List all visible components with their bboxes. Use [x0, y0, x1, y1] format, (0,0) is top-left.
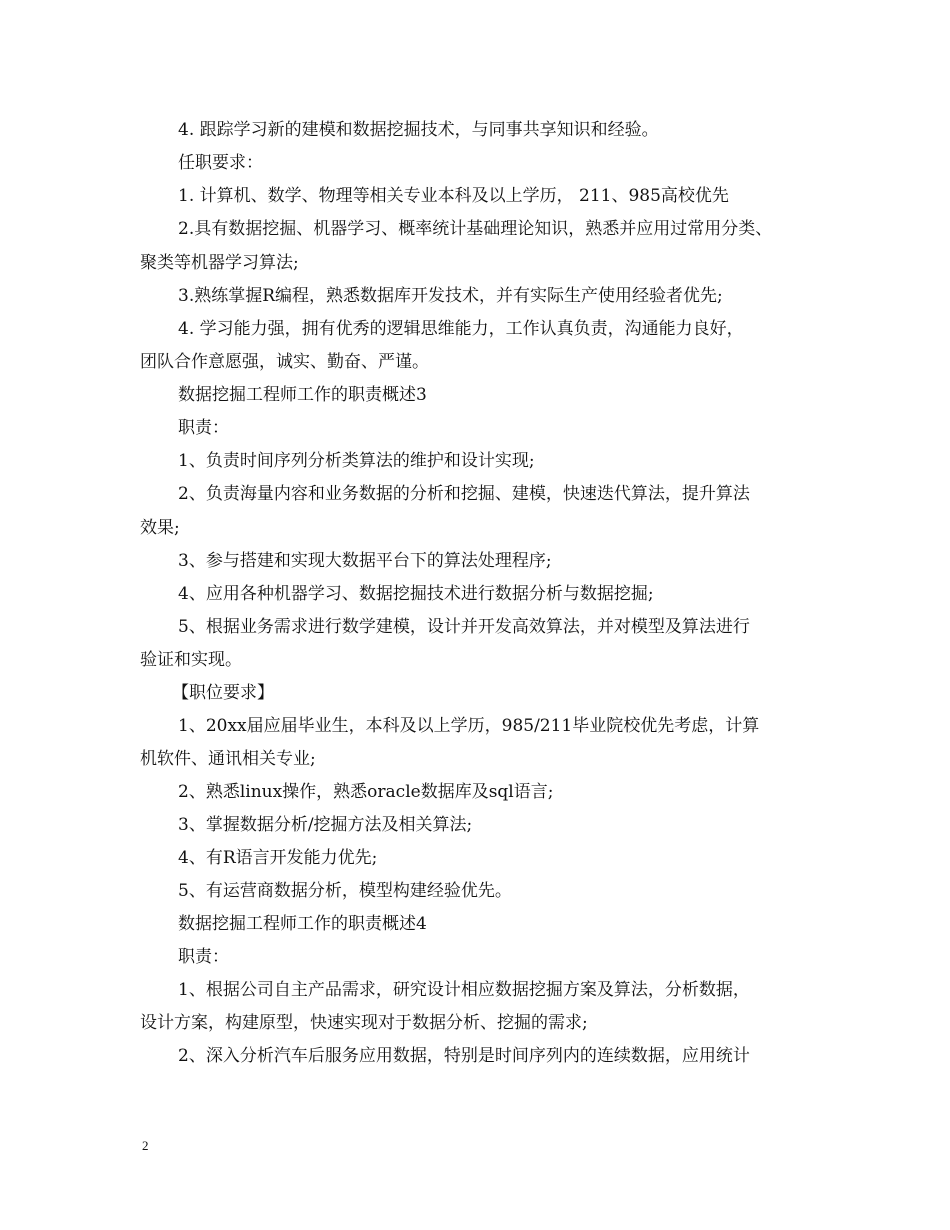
paragraph-line: 4. 学习能力强，拥有优秀的逻辑思维能力，工作认真负责，沟通能力良好，	[178, 319, 744, 339]
paragraph-line: 3.熟练掌握R编程，熟悉数据库开发技术，并有实际生产使用经验者优先;	[178, 286, 723, 306]
page-number: 2	[142, 1138, 149, 1153]
paragraph-line: 2、深入分析汽车后服务应用数据，特别是时间序列内的连续数据，应用统计	[178, 1046, 750, 1066]
paragraph-line: 团队合作意愿强，诚实、勤奋、严谨。	[140, 352, 429, 372]
section-title: 数据挖掘工程师工作的职责概述3	[178, 385, 427, 405]
paragraph-line: 4、应用各种机器学习、数据挖掘技术进行数据分析与数据挖掘;	[178, 584, 654, 604]
paragraph-line: 1、根据公司自主产品需求，研究设计相应数据挖掘方案及算法，分析数据，	[178, 980, 750, 1000]
section-heading: 任职要求：	[178, 153, 263, 173]
paragraph-line: 2、熟悉linux操作，熟悉oracle数据库及sql语言;	[178, 782, 554, 802]
paragraph-line: 1、20xx届应届毕业生，本科及以上学历，985/211毕业院校优先考虑，计算	[178, 716, 760, 736]
paragraph-line: 5、根据业务需求进行数学建模，设计并开发高效算法，并对模型及算法进行	[178, 617, 750, 637]
paragraph-line: 效果;	[140, 518, 180, 538]
section-heading: 职责：	[178, 418, 229, 438]
section-heading: 【职位要求】	[172, 683, 274, 703]
paragraph-line: 3、掌握数据分析/挖掘方法及相关算法;	[178, 815, 473, 835]
paragraph-line: 设计方案，构建原型，快速实现对于数据分析、挖掘的需求;	[140, 1013, 588, 1033]
paragraph-line: 3、参与搭建和实现大数据平台下的算法处理程序;	[178, 551, 552, 571]
paragraph-line: 4. 跟踪学习新的建模和数据挖掘技术，与同事共享知识和经验。	[178, 120, 659, 140]
paragraph-line: 验证和实现。	[140, 650, 242, 670]
paragraph-line: 2.具有数据挖掘、机器学习、概率统计基础理论知识，熟悉并应用过常用分类、	[178, 219, 773, 239]
paragraph-line: 机软件、通讯相关专业;	[140, 749, 316, 769]
section-title: 数据挖掘工程师工作的职责概述4	[178, 914, 427, 934]
paragraph-line: 2、负责海量内容和业务数据的分析和挖掘、建模，快速迭代算法，提升算法	[178, 484, 750, 504]
paragraph-line: 4、有R语言开发能力优先;	[178, 848, 378, 868]
paragraph-line: 5、有运营商数据分析，模型构建经验优先。	[178, 881, 512, 901]
paragraph-line: 聚类等机器学习算法;	[140, 253, 299, 273]
paragraph-line: 1、负责时间序列分析类算法的维护和设计实现;	[178, 451, 535, 471]
paragraph-line: 1. 计算机、数学、物理等相关专业本科及以上学历， 211、985高校优先	[178, 186, 729, 206]
section-heading: 职责：	[178, 947, 229, 967]
